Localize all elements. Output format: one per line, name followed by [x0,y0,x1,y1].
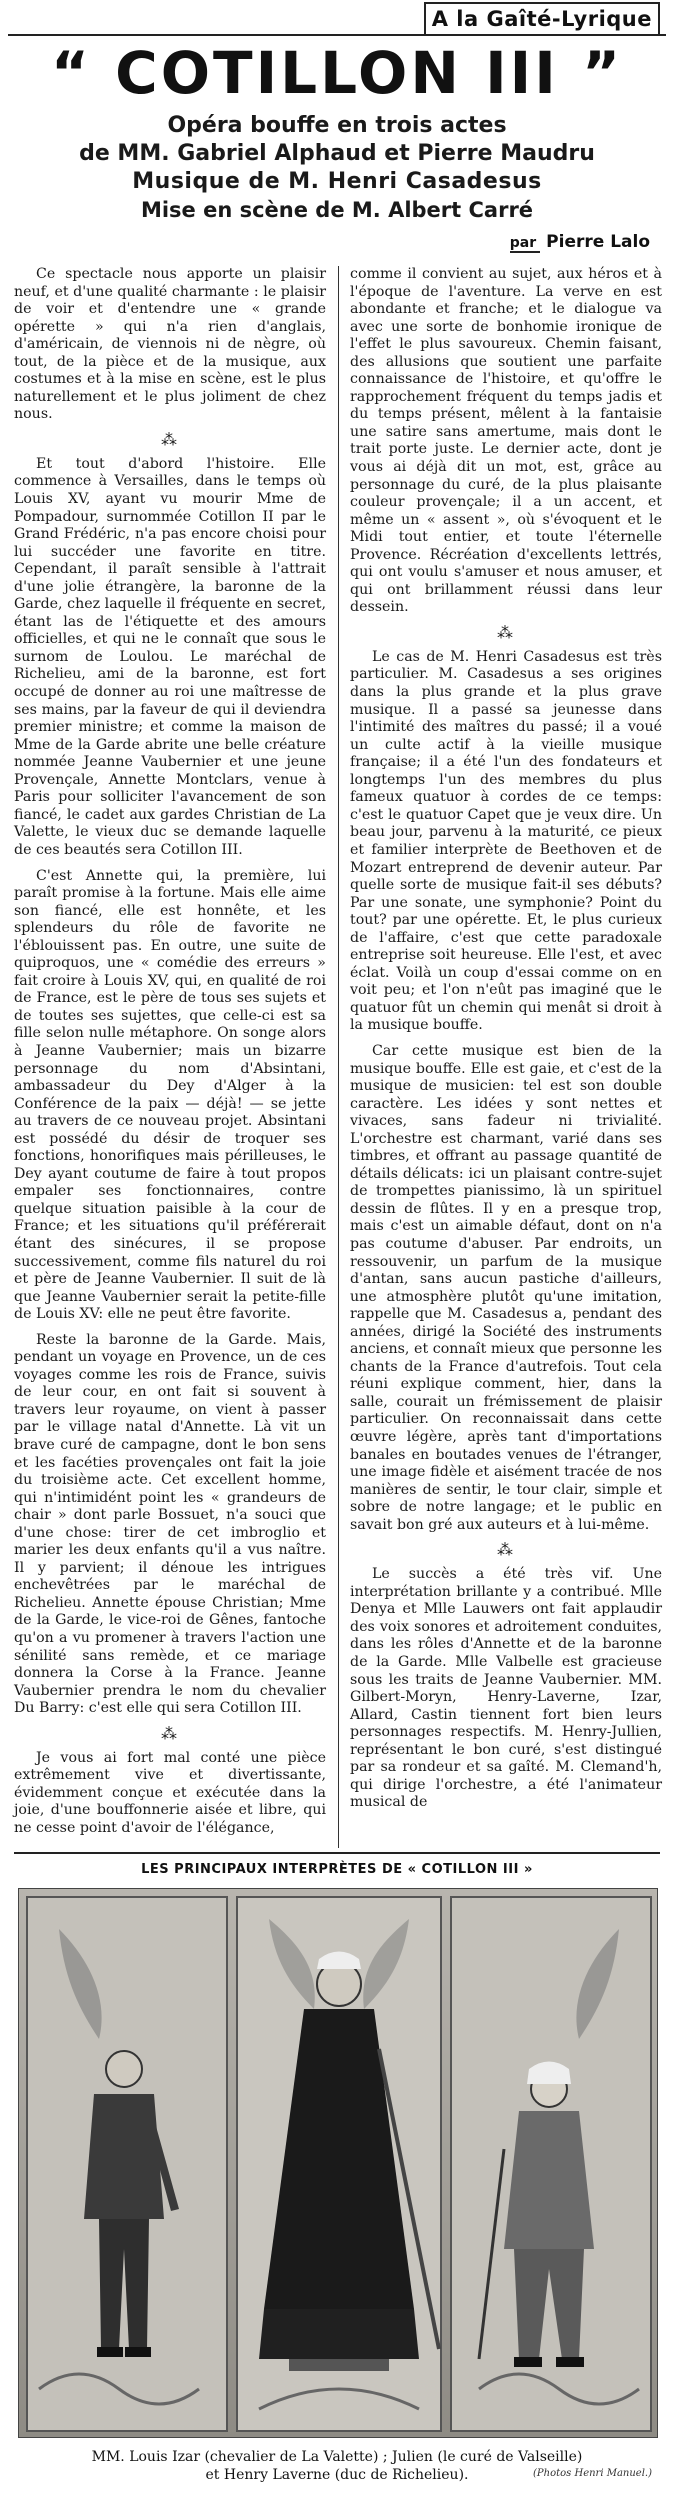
photo-credit: (Photos Henri Manuel.) [533,2468,652,2479]
paragraph: Je vous ai fort mal conté une pièce extrêmement vive et divertissante, évidemment conçue et exécutée dans la joie, d'une bouffonnerie aisée et libre, qui ne cesse point d'avoir de l'élégance, [14,1749,326,1836]
paragraph: Le cas de M. Henri Casadesus est très particulier. M. Casadesus a ses origines dans la plus grande et la plus grave musique. Il a passé sa jeunesse dans l'intimité des maîtres du passé; il a voué un culte actif à la vieille musique française; il a été l'un des fondateurs et longtemps l'un des membres du plus fameux quatuor à cordes de ce temps: c'est le quatuor Capet que je veux dire. Un beau jour, parvenu à la maturité, ce pieux et familier interprète de Beethoven et de Mozart entreprend de devenir auteur. Par quelle sorte de musique fait-il ses débuts? Par une sonate, une symphonie? Point du tout? par une opérette. Et, le plus curieux de l'affaire, c'est que cette paradoxale entreprise soit heureuse. Elle l'est, et avec éclat. Voilà un coup d'essai comme on en voit peu; et l'on n'eût pas imaginé que le quatuor fût un chemin qui menât si droit à la musique bouffe. [350,648,662,1034]
caption-line-1: MM. Louis Izar (chevalier de La Valette) ; Julien (le curé de Valseille) [91,2449,583,2465]
left-column [14,266,326,1848]
section-separator: ⁂ [161,1723,179,1743]
column-rule [338,266,339,1848]
subtitle-director: Mise en scène de M. Albert Carré [140,198,534,222]
section-separator: ⁂ [497,622,515,642]
section-separator: ⁂ [497,1540,515,1560]
caption-line-2: et Henry Laverne (duc de Richelieu). [205,2467,469,2483]
paragraph: Ce spectacle nous apporte un plaisir neuf, et d'une qualité charmante : le plaisir de voir et d'entendre une « grande opérette » qui n'a rien d'anglais, d'américain, de viennois ni de nègre, où tout, de la pièce et de la musique, aux costumes et à la mise en scène, est le plus naturellement et le plus joliment de chez nous. [14,266,326,423]
byline-prefix: par [510,235,540,253]
cast-photo [18,1888,658,2438]
paragraph: Car cette musique est bien de la musique bouffe. Elle est gaie, et c'est de la musique de musicien: tel est son double caractère. Les idées y sont nettes et vivaces, sans fadeur ni trivialité. L'orchestre est charmant, varié dans ses timbres, et offrant au passage quantité de détails délicats: ici un plaisant contre-sujet de trompettes pianissimo, là un spirituel dessin de flûtes. Il y en a presque trop, mais c'est un aimable défaut, dont on n'a pas coutume d'abuser. Par endroits, un ressouvenir, un parfum de la musique d'antan, sans aucun pastiche d'ailleurs, une atmosphère plutôt qu'une imitation, rappelle que M. Casadesus a, pendant des années, dirigé la Société des instruments anciens, et connaît mieux que personne les chants de la France d'autrefois. Tout cela réuni explique comment, hier, dans la salle, courait un frémissement de plaisir particulier. On reconnaissait dans cette œuvre légère, après tant d'importations banales en boutades venues de l'étranger, une image fidèle et aisément tracée de nos manières de sentir, le tour clair, simple et sobre de notre langage; et le public en savait bon gré aux auteurs et à lui-même. [350,1042,662,1533]
byline-author: Pierre Lalo [546,232,650,252]
header-bar [0,0,674,36]
paragraph: Le succès a été très vif. Une interprétation brillante y a contribué. Mlle Denya et Mlle Lauwers ont fait applaudir des voix sonores et adroitement conduites, dans les rôles d'Annette et de la baronne de la Garde. Mlle Valbelle est gracieuse sous les traits de Jeanne Vaubernier. MM. Gilbert-Moryn, Henry-Laverne, Izar, Allard, Castin tiennent fort bien leurs personnages respectifs. M. Henry-Jullien, représentant le bon curé, s'est distingué par sa rondeur et sa gaîté. M. Clemand'h, qui dirige l'orchestre, a été l'animateur musical de [350,1566,662,1811]
subtitle-genre: Opéra bouffe en trois actes [167,113,507,138]
right-column [350,266,662,1848]
photo-header: LES PRINCIPAUX INTERPRÈTES DE « COTILLON III » [141,1862,533,1877]
paragraph: Reste la baronne de la Garde. Mais, pendant un voyage en Provence, un de ces voyages comme les rois de France, suivis de leur cour, en ont fait si souvent à travers leur royaume, on vient à passer par le village natal d'Annette. Là vit un brave curé de campagne, dont le bon sens et les facéties provençales ont fait la joie du troisième acte. Cet excellent homme, qui n'intimidént point les « grandeurs de chair » dont parle Bossuet, n'a souci que d'une chose: tirer de cet imbroglio et marier les deux enfants qu'il a vus naître. Il y parvient; il dénoue les intrigues enchevêtrées par le maréchal de Richelieu. Annette épouse Christian; Mme de la Garde, le vice-roi de Gênes, fantoche qu'on a vu promener à travers l'action une sénilité sans remède, et ce mariage donnera la Corse à la France. Jeanne Vaubernier prendra le nom du chevalier Du Barry: c'est elle qui sera Cotillon III. [14,1331,326,1717]
photo-band-rule [14,1852,660,1854]
byline [510,232,650,252]
section-separator: ⁂ [161,429,179,449]
article-columns [14,266,662,1848]
section-label: A la Gaîté-Lyrique [424,2,660,34]
cast-photo-illustration [19,1889,658,2438]
subtitle-authors: de MM. Gabriel Alphaud et Pierre Maudru [79,141,595,166]
subtitle-composer: Musique de M. Henri Casadesus [132,169,542,194]
paragraph: Et tout d'abord l'histoire. Elle commence à Versailles, dans le temps où Louis XV, ayant vu mourir Mme de Pompadour, surnommée Cotillon II par le Grand Frédéric, n'a pas encore choisi pour lui succéder une favorite en titre. Cependant, il paraît sensible à l'attrait d'une jolie étrangère, la baronne de la Garde, chez laquelle il fréquente en secret, étant las de l'étiquette et des amours officielles, et qui ne le connaît que sous le surnom de Loulou. Le maréchal de Richelieu, ami de la baronne, est fort occupé de donner au roi une maîtresse de ses mains, par la faveur de qui il deviendra premier ministre; et comme la maison de Mme de la Garde abrite une belle créature nommée Jeanne Vaubernier et une jeune Provençale, Annette Montclars, venue à Paris pour solliciter l'avancement de son fiancé, le cadet aux gardes Christian de La Valette, le vieux duc se demande laquelle de ces beautés sera Cotillon III. [14,455,326,858]
header-rule [8,34,666,36]
paragraph: C'est Annette qui, la première, lui paraît promise à la fortune. Mais elle aime son fiancé, elle est honnête, et les splendeurs du rôle de favorite ne l'éblouissent pas. En outre, une suite de quiproquos, une « comédie des erreurs » fait croire à Louis XV, qui, en qualité de roi de France, est le père de tous ses sujets et de toutes ses sujettes, que celle-ci est sa fille selon nulle métaphore. On songe alors à Jeanne Vaubernier; mais un bizarre personnage du nom d'Absintani, ambassadeur du Dey d'Alger à la Conférence de la paix — déjà! — se jette au travers de ce nouveau projet. Absintani est possédé du désir de troquer ses fonctions, honorifiques mais périlleuses, le Dey ayant coutume de faire à tout propos empaler ses fonctionnaires, contre quelque situation paisible à la cour de France; et les situations qu'il préférerait étant des sinécures, il se propose successivement, comme fils naturel du roi et père de Jeanne Vaubernier. Il suit de là que Jeanne Vaubernier serait la petite-fille de Louis XV: elle ne peut être favorite. [14,867,326,1323]
paragraph: comme il convient au sujet, aux héros et à l'époque de l'aventure. La verve en est abondante et franche; et le dialogue va avec une sorte de bonhomie ironique de l'effet le plus savoureux. Chemin faisant, des allusions que soutient une parfaite connaissance de l'histoire, et qu'offre le rapprochement fréquent du temps jadis et du temps présent, mêlent à la fantaisie une satire sans amertume, mais dont le trait porte juste. Le dernier acte, dont je vous ai déjà dit un mot, est, grâce au personnage du curé, de la plus plaisante couleur provençale; il a un accent, et même un « assent », où s'évoquent et le Midi tout entier, et toute l'éternelle Provence. Récréation d'excellents lettrés, qui ont voulu s'amuser et nous amuser, et qui ont brillamment réussi dans leur dessein. [350,266,662,616]
article-title: “ COTILLON III ” [50,39,624,107]
